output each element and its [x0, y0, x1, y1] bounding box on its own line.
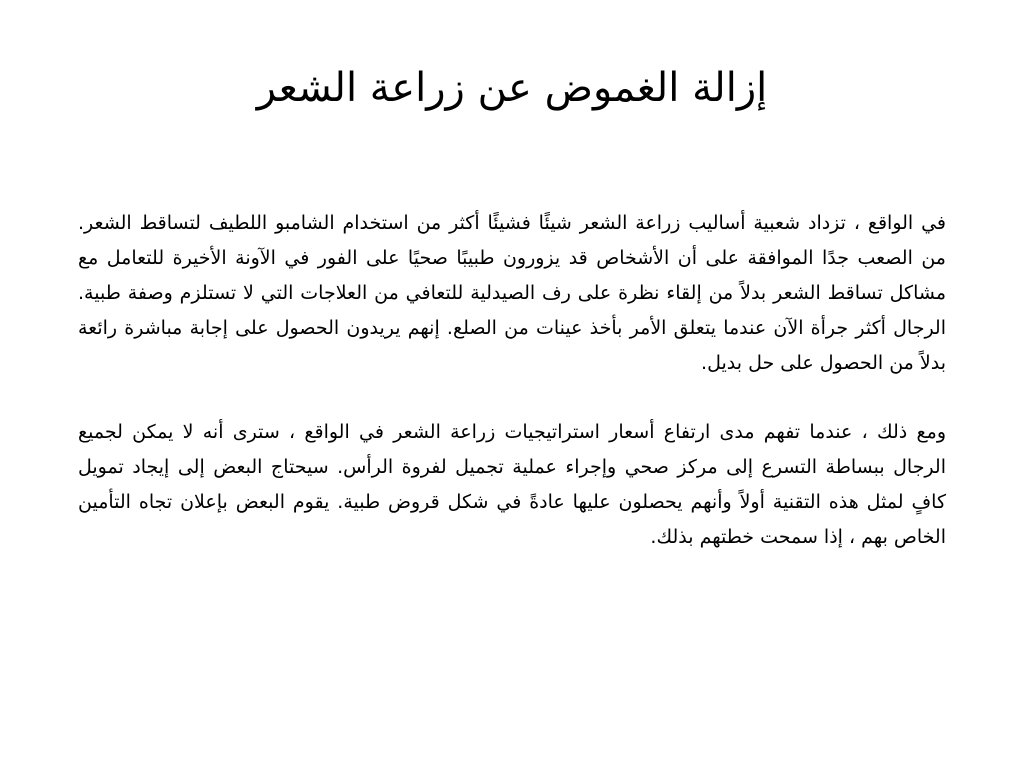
slide-title: إزالة الغموض عن زراعة الشعر: [256, 65, 768, 111]
slide-body: [78, 206, 946, 555]
body-paragraph-1: في الواقع ، تزداد شعبية أساليب زراعة الشعر شيئًا فشيئًا أكثر من استخدام الشامبو اللطيف لتساقط الشعر. من الصعب جدًا الموافقة على أن الأشخاص قد يزورون طبيبًا صحيًا على الفور في الآونة الأخيرة للتعامل مع مشاكل تساقط الشعر بدلاً من إلقاء نظرة على رف الصيدلية للتعافي من العلاجات التي لا تستلزم وصفة طبية. الرجال أكثر جرأة الآن عندما يتعلق الأمر بأخذ عينات من الصلع. إنهم يريدون الحصول على إجابة مباشرة رائعة بدلاً من الحصول على حل بديل.: [78, 212, 946, 374]
body-paragraph-2: ومع ذلك ، عندما تفهم مدى ارتفاع أسعار استراتيجيات زراعة الشعر في الواقع ، سترى أنه لا يمكن لجميع الرجال ببساطة التسرع إلى مركز صحي وإجراء عملية تجميل لفروة الرأس. سيحتاج البعض إلى إيجاد تمويل كافٍ لمثل هذه التقنية أولاً وأنهم يحصلون عليها عادةً في شكل قروض طبية. يقوم البعض بإعلان تجاه التأمين الخاص بهم ، إذا سمحت خطتهم بذلك.: [78, 421, 946, 548]
